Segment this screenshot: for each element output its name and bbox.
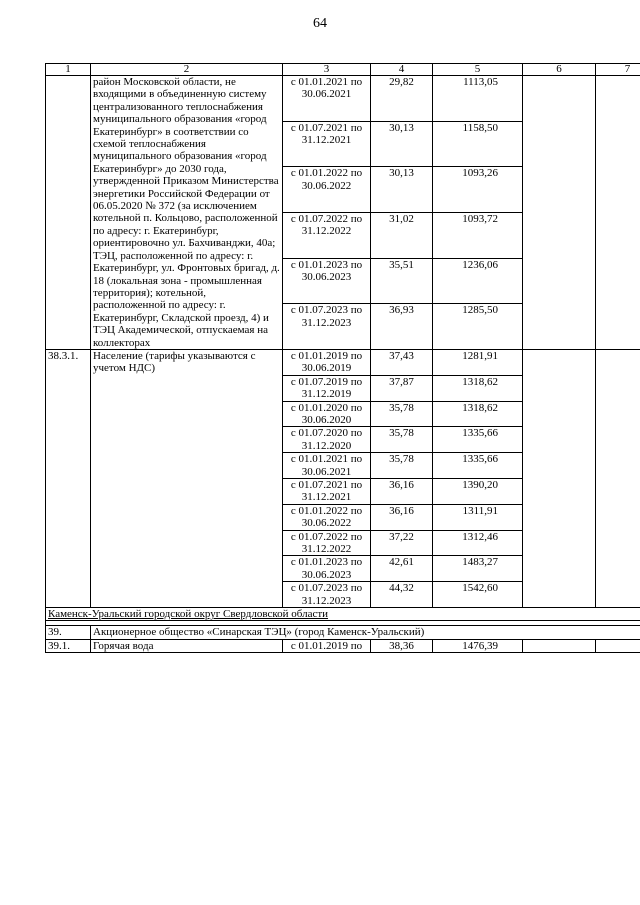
rate-cell: 1281,91 bbox=[433, 349, 523, 375]
rate-cell: 37,22 bbox=[371, 530, 433, 556]
rate-cell: 36,93 bbox=[371, 304, 433, 350]
rate-cell: 1542,60 bbox=[433, 582, 523, 608]
empty-cell bbox=[596, 639, 640, 652]
period-cell: с 01.07.2023 по 31.12.2023 bbox=[283, 582, 371, 608]
rate-cell: 35,78 bbox=[371, 427, 433, 453]
organization-name: Акционерное общество «Синарская ТЭЦ» (город Каменск-Уральский) bbox=[91, 626, 640, 639]
rate-cell: 29,82 bbox=[371, 76, 433, 122]
page-number: 64 bbox=[313, 16, 327, 31]
rate-cell: 36,16 bbox=[371, 479, 433, 505]
empty-cell bbox=[523, 76, 596, 350]
rate-cell: 1093,72 bbox=[433, 212, 523, 258]
empty-cell bbox=[523, 349, 596, 607]
rate-cell: 1285,50 bbox=[433, 304, 523, 350]
period-cell: с 01.01.2019 по 30.06.2019 bbox=[283, 349, 371, 375]
period-cell: с 01.01.2022 по 30.06.2022 bbox=[283, 167, 371, 213]
column-header: 1 bbox=[46, 64, 91, 76]
column-header: 5 bbox=[433, 64, 523, 76]
rate-cell: 35,78 bbox=[371, 453, 433, 479]
period-cell: с 01.07.2023 по 31.12.2023 bbox=[283, 304, 371, 350]
rate-cell: 1318,62 bbox=[433, 375, 523, 401]
rate-cell: 30,13 bbox=[371, 121, 433, 167]
rate-cell: 1483,27 bbox=[433, 556, 523, 582]
rate-cell: 1312,46 bbox=[433, 530, 523, 556]
rate-cell: 1311,91 bbox=[433, 504, 523, 530]
period-cell: с 01.01.2023 по 30.06.2023 bbox=[283, 258, 371, 304]
rate-cell: 1113,05 bbox=[433, 76, 523, 122]
rate-cell: 1335,66 bbox=[433, 427, 523, 453]
column-number-row bbox=[46, 64, 640, 76]
period-cell: с 01.07.2022 по 31.12.2022 bbox=[283, 212, 371, 258]
rate-cell: 31,02 bbox=[371, 212, 433, 258]
column-header: 4 bbox=[371, 64, 433, 76]
period-cell: с 01.07.2021 по 31.12.2021 bbox=[283, 479, 371, 505]
rate-cell: 44,32 bbox=[371, 582, 433, 608]
rate-cell: 1093,26 bbox=[433, 167, 523, 213]
rate-cell: 42,61 bbox=[371, 556, 433, 582]
rate-cell: 38,36 bbox=[371, 639, 433, 652]
row-number-cell: 38.3.1. bbox=[46, 349, 91, 607]
column-header: 7 bbox=[596, 64, 640, 76]
column-header: 2 bbox=[91, 64, 283, 76]
tariff-table bbox=[45, 63, 640, 653]
empty-cell bbox=[596, 76, 640, 350]
rate-cell: 1236,06 bbox=[433, 258, 523, 304]
empty-cell bbox=[596, 349, 640, 607]
period-cell: с 01.07.2022 по 31.12.2022 bbox=[283, 530, 371, 556]
organization-row bbox=[46, 626, 640, 639]
column-header: 6 bbox=[523, 64, 596, 76]
period-cell: с 01.01.2023 по 30.06.2023 bbox=[283, 556, 371, 582]
column-header: 3 bbox=[283, 64, 371, 76]
section-title: Каменск-Уральский городской округ Свердловской области bbox=[46, 608, 640, 621]
rate-cell: 35,51 bbox=[371, 258, 433, 304]
table-row bbox=[46, 76, 640, 122]
section-row bbox=[46, 608, 640, 621]
table-row bbox=[46, 639, 640, 652]
table-row bbox=[46, 349, 640, 375]
rate-cell: 1476,39 bbox=[433, 639, 523, 652]
rate-cell: 35,78 bbox=[371, 401, 433, 427]
rate-cell: 30,13 bbox=[371, 167, 433, 213]
consumer-description: район Московской области, не входящими в объединенную систему централизованного теплоснабжения муниципального образования «город Екатеринбург» в соответствии со схемой теплоснабжения муниципального образования «город Екатеринбург» до 2030 года, утвержденной Приказом Министерства энергетики Российской Федерации от 06.05.2020 № 372 (за исключением котельной п. Кольцово, расположенной по адресу: г. Екатеринбург, ориентировочно ул. Бахчиванджи, 40а; ТЭЦ, расположенной по адресу: г. Екатеринбург, ул. Фронтовых бригад, д. 18 (локальная зона - промышленная территория); котельной, расположенной по адресу: г. Екатеринбург, Складской проезд, 4) и ТЭЦ Академической, отпускаемая на коллекторах bbox=[91, 76, 283, 350]
rate-cell: 37,87 bbox=[371, 375, 433, 401]
consumer-description: Горячая вода bbox=[91, 639, 283, 652]
rate-cell: 36,16 bbox=[371, 504, 433, 530]
empty-cell bbox=[523, 639, 596, 652]
row-number-cell bbox=[46, 76, 91, 350]
period-cell: с 01.01.2021 по 30.06.2021 bbox=[283, 453, 371, 479]
period-cell: с 01.01.2021 по 30.06.2021 bbox=[283, 76, 371, 122]
consumer-description: Население (тарифы указываются с учетом НДС) bbox=[91, 349, 283, 607]
period-cell: с 01.07.2019 по 31.12.2019 bbox=[283, 375, 371, 401]
row-number-cell: 39.1. bbox=[46, 639, 91, 652]
rate-cell: 1390,20 bbox=[433, 479, 523, 505]
rate-cell: 1318,62 bbox=[433, 401, 523, 427]
period-cell: с 01.01.2022 по 30.06.2022 bbox=[283, 504, 371, 530]
rate-cell: 37,43 bbox=[371, 349, 433, 375]
row-number-cell: 39. bbox=[46, 626, 91, 639]
period-cell: с 01.07.2020 по 31.12.2020 bbox=[283, 427, 371, 453]
rate-cell: 1335,66 bbox=[433, 453, 523, 479]
period-cell: с 01.07.2021 по 31.12.2021 bbox=[283, 121, 371, 167]
period-cell: с 01.01.2019 по bbox=[283, 639, 371, 652]
rate-cell: 1158,50 bbox=[433, 121, 523, 167]
period-cell: с 01.01.2020 по 30.06.2020 bbox=[283, 401, 371, 427]
